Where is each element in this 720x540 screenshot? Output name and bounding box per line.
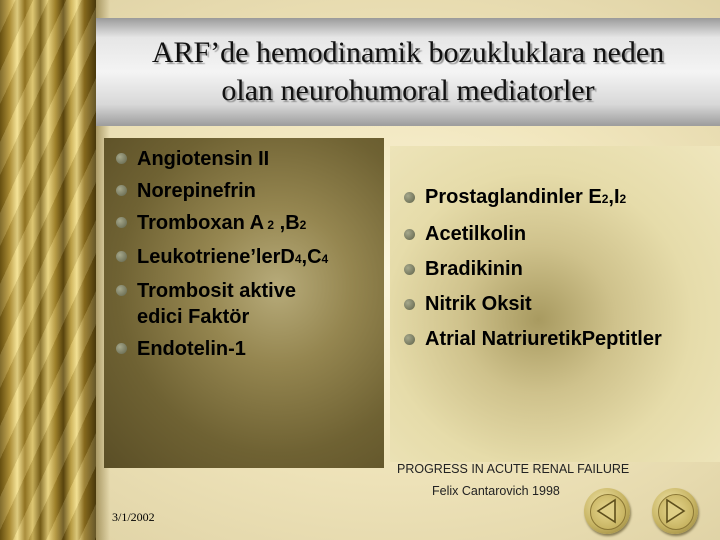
- list-item: [110, 207, 390, 241]
- subscript: 4: [321, 252, 329, 266]
- bullet-icon: [116, 185, 127, 196]
- list-item: [398, 252, 720, 287]
- list-item-text: Tromboxan A: [137, 212, 265, 234]
- subscript: 4: [294, 252, 302, 266]
- list-item-text-mid: ,C: [301, 246, 322, 268]
- list-item: [398, 322, 720, 357]
- bullet-icon: [116, 153, 127, 164]
- bullet-icon: [116, 343, 127, 354]
- bullet-icon: [116, 251, 127, 262]
- next-slide-button[interactable]: [652, 488, 698, 534]
- list-item-text: Acetilkolin: [425, 223, 527, 245]
- previous-slide-button[interactable]: [584, 488, 630, 534]
- slide-title-line-2: olan neurohumoral mediatorler: [221, 74, 595, 107]
- slide-title-line-1: ARF’de hemodinamik bozukluklara neden: [151, 36, 665, 69]
- reference-author: Felix Cantarovich 1998: [432, 484, 560, 498]
- list-item-text: Endotelin-1: [137, 338, 246, 360]
- left-mediator-list: [110, 143, 390, 365]
- list-item-text: Leukotriene’lerD: [137, 246, 295, 268]
- list-item: [110, 143, 390, 175]
- bullet-icon: [404, 264, 415, 275]
- subscript: 2: [264, 218, 275, 232]
- list-item: [398, 217, 720, 252]
- list-item-text: Bradikinin: [425, 258, 523, 280]
- bullet-icon: [404, 299, 415, 310]
- reference-title: PROGRESS IN ACUTE RENAL FAILURE: [397, 462, 630, 476]
- list-item-text: Norepinefrin: [137, 180, 256, 202]
- list-item: [110, 175, 390, 207]
- subscript: 2: [299, 218, 307, 232]
- list-item-text: Atrial NatriuretikPeptitler: [425, 328, 662, 350]
- list-item: [398, 287, 720, 322]
- triangle-right-icon: [652, 488, 698, 534]
- list-item: [110, 241, 390, 275]
- slide-date: 3/1/2002: [112, 510, 155, 524]
- list-item-text: edici Faktör: [137, 306, 250, 328]
- gold-decorative-strip: [0, 0, 96, 540]
- list-item: [398, 180, 720, 217]
- list-item: [110, 333, 390, 365]
- list-item-text: Prostaglandinler E: [425, 186, 602, 208]
- list-item-text: Trombosit aktive: [137, 280, 296, 302]
- list-item-text-mid: ,B: [274, 212, 300, 234]
- bullet-icon: [404, 229, 415, 240]
- slide-title: [96, 34, 720, 110]
- subscript: 2: [601, 192, 609, 206]
- triangle-left-icon: [584, 488, 630, 534]
- list-item-text: Angiotensin II: [137, 148, 270, 170]
- right-mediator-list: [398, 180, 720, 357]
- list-item-text: Nitrik Oksit: [425, 293, 532, 315]
- bullet-icon: [116, 217, 127, 228]
- bullet-icon: [404, 192, 415, 203]
- list-item: [110, 275, 390, 333]
- list-item-text-mid: ,I: [608, 186, 620, 208]
- bullet-icon: [116, 285, 127, 296]
- bullet-icon: [404, 334, 415, 345]
- subscript: 2: [619, 192, 627, 206]
